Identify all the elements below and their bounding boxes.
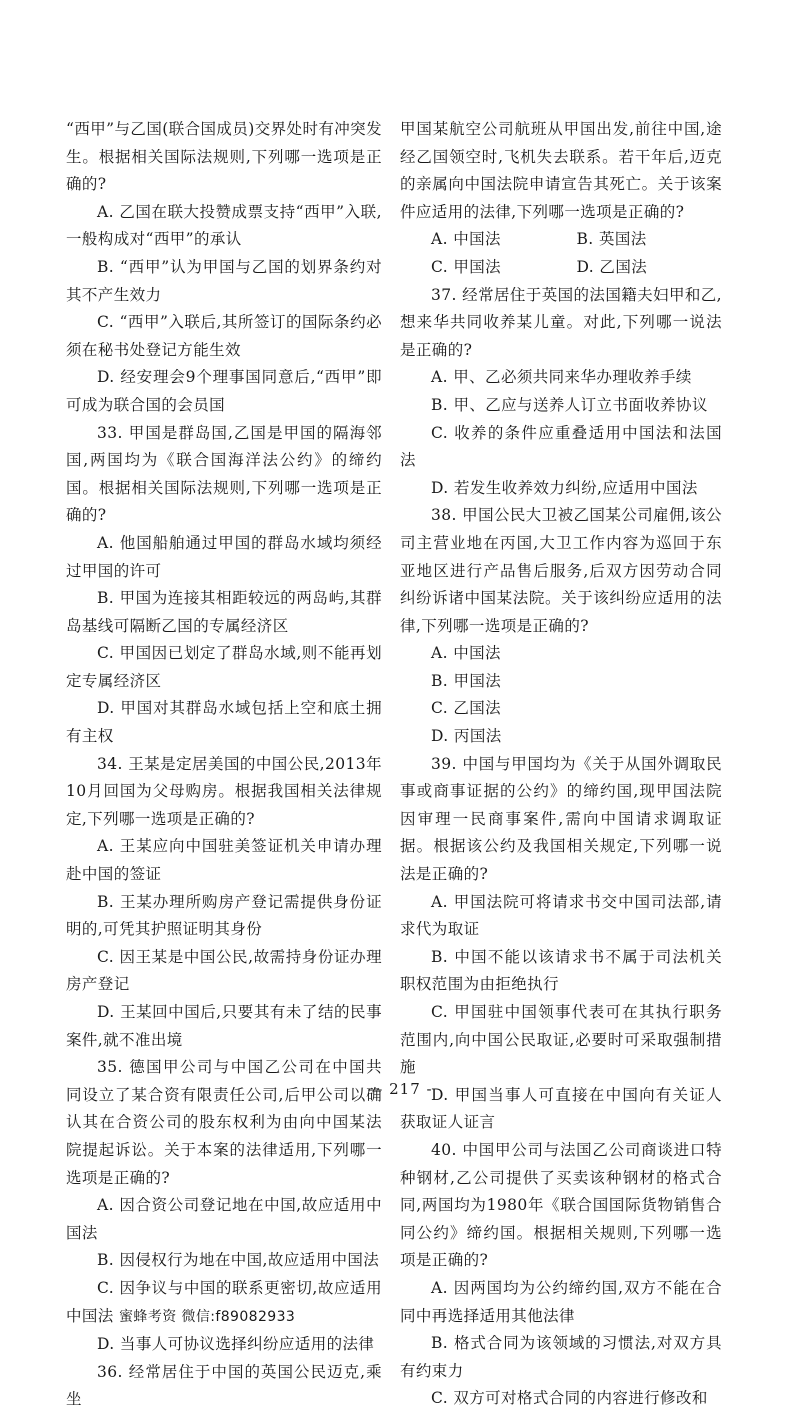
q32-option-b: B. “西甲”认为甲国与乙国的划界条约对其不产生效力 — [66, 257, 382, 304]
q40-stem: 40. 中国甲公司与法国乙公司商谈进口特种钢材,乙公司提供了买卖该种钢材的格式合同,两国均为1980年《联合国国际货物销售合同公约》缔约国。根据相关规则,下列哪一选项是正确的? — [400, 1140, 722, 1270]
q33-stem: 33. 甲国是群岛国,乙国是甲国的隔海邻国,两国均为《联合国海洋法公约》的缔约国。根据相关国际法规则,下列哪一选项是正确的? — [66, 423, 382, 525]
q35-option-c — [66, 1275, 382, 1331]
q34-option-a: A. 王某应向中国驻美签证机关申请办理赴中国的签证 — [66, 837, 382, 884]
q35-option-a: A. 因合资公司登记地在中国,故应适用中国法 — [66, 1196, 382, 1242]
left-column — [66, 116, 382, 1414]
q36-options-row-1 — [400, 226, 722, 254]
q35-option-b: B. 因侵权行为地在中国,故应适用中国法 — [97, 1251, 380, 1270]
q34-option-d: D. 王某回中国后,只要其有未了结的民事案件,就不准出境 — [66, 1003, 382, 1049]
q36-stem-continued: 甲国某航空公司航班从甲国出发,前往中国,途经乙国领空时,飞机失去联系。若干年后,迈克的亲属向中国法院申请宣告其死亡。关于该案件应适用的法律,下列哪一选项是正确的? — [400, 120, 722, 221]
q37-option-a: A. 甲、乙必须共同来华办理收养手续 — [431, 368, 692, 387]
q33-option-d: D. 甲国对其群岛水域包括上空和底土拥有主权 — [66, 699, 382, 746]
q36-option-b: B. 英国法 — [576, 230, 647, 249]
q39-stem: 39. 中国与甲国均为《关于从国外调取民事或商事证据的公约》的缔约国,现甲国法院因审理一民商事案件,需向中国请求调取证据。根据该公约及我国相关规定,下列哪一说法是正确的? — [400, 754, 722, 884]
q39-option-c: C. 甲国驻中国领事代表可在其执行职务范围内,向中国公民取证,必要时可采取强制措施 — [400, 1003, 722, 1077]
q38-option-c: C. 乙国法 — [431, 699, 502, 718]
q36-options-row-2 — [400, 254, 722, 282]
q34-option-b: B. 王某办理所购房产登记需提供身份证明的,可凭其护照证明其身份 — [66, 892, 382, 939]
page-number: — 217 - — [367, 1080, 433, 1098]
q33-option-c: C. 甲国因已划定了群岛水域,则不能再划定专属经济区 — [66, 644, 382, 690]
q34-stem: 34. 王某是定居美国的中国公民,2013年10月回国为父母购房。根据我国相关法律规定,下列哪一选项是正确的? — [66, 754, 382, 828]
q39-option-d: D. 甲国当事人可直接在中国向有关证人获取证人证言 — [400, 1085, 722, 1132]
q36-option-c: C. 甲国法 — [431, 257, 502, 276]
q36-option-a: A. 中国法 — [431, 230, 501, 249]
watermark-text: 蜜蜂考资 微信:f89082933 — [119, 1308, 296, 1325]
q38-option-a: A. 中国法 — [431, 644, 501, 663]
q35-stem: 35. 德国甲公司与中国乙公司在中国共同设立了某合资有限责任公司,后甲公司以确认其在合资公司的股东权利为由向中国某法院提起诉讼。关于本案的法律适用,下列哪一选项是正确的? — [66, 1058, 382, 1187]
q35-option-d: D. 当事人可协议选择纠纷应适用的法律 — [97, 1335, 375, 1354]
q32-option-c: C. “西甲”入联后,其所签订的国际条约必须在秘书处登记方能生效 — [66, 313, 382, 359]
q37-option-b: B. 甲、乙应与送养人订立书面收养协议 — [431, 395, 708, 414]
q34-option-c: C. 因王某是中国公民,故需持身份证办理房产登记 — [66, 947, 382, 994]
q39-option-b: B. 中国不能以该请求书不属于司法机关职权范围为由拒绝执行 — [400, 947, 722, 994]
q32-option-d: D. 经安理会9个理事国同意后,“西甲”即可成为联合国的会员国 — [66, 368, 382, 414]
q32-option-a: A. 乙国在联大投赞成票支持“西甲”入联,一般构成对“西甲”的承认 — [66, 202, 382, 249]
q37-option-c: C. 收养的条件应重叠适用中国法和法国法 — [400, 423, 722, 470]
q38-option-b: B. 甲国法 — [431, 671, 502, 690]
q40-option-a: A. 因两国均为公约缔约国,双方不能在合同中再选择适用其他法律 — [400, 1278, 722, 1325]
right-column — [400, 116, 722, 1413]
q37-option-d: D. 若发生收养效力纠纷,应适用中国法 — [431, 478, 698, 497]
q36-stem-start: 36. 经常居住于中国的英国公民迈克,乘坐 — [66, 1362, 382, 1409]
q37-stem: 37. 经常居住于英国的法国籍夫妇甲和乙,想来华共同收养某儿童。对此,下列哪一说法是正确的? — [400, 285, 722, 359]
q32-stem-continued: “西甲”与乙国(联合国成员)交界处时有冲突发生。根据相关国际法规则,下列哪一选项是正确的? — [66, 120, 382, 194]
q33-option-a: A. 他国船舶通过甲国的群岛水域均须经过甲国的许可 — [66, 533, 382, 580]
q36-option-d: D. 乙国法 — [576, 257, 648, 276]
q40-option-b: B. 格式合同为该领域的习惯法,对双方具有约束力 — [400, 1334, 722, 1380]
q35-option-c-text: C. 因争议与中国的联系更密切,故应适用中国法 — [66, 1278, 382, 1325]
q38-stem: 38. 甲国公民大卫被乙国某公司雇佣,该公司主营业地在丙国,大卫工作内容为巡回于东亚地区进行产品售后服务,后双方因劳动合同纠纷诉诸中国某法院。关于该纠纷应适用的法律,下列哪一选项是正确的? — [400, 506, 722, 635]
q39-option-a: A. 甲国法院可将请求书交中国司法部,请求代为取证 — [400, 892, 722, 939]
q33-option-b: B. 甲国为连接其相距较远的两岛屿,其群岛基线可隔断乙国的专属经济区 — [66, 589, 382, 635]
q38-option-d: D. 丙国法 — [431, 727, 502, 746]
q40-option-c: C. 双方可对格式合同的内容进行修改和 — [431, 1389, 708, 1408]
